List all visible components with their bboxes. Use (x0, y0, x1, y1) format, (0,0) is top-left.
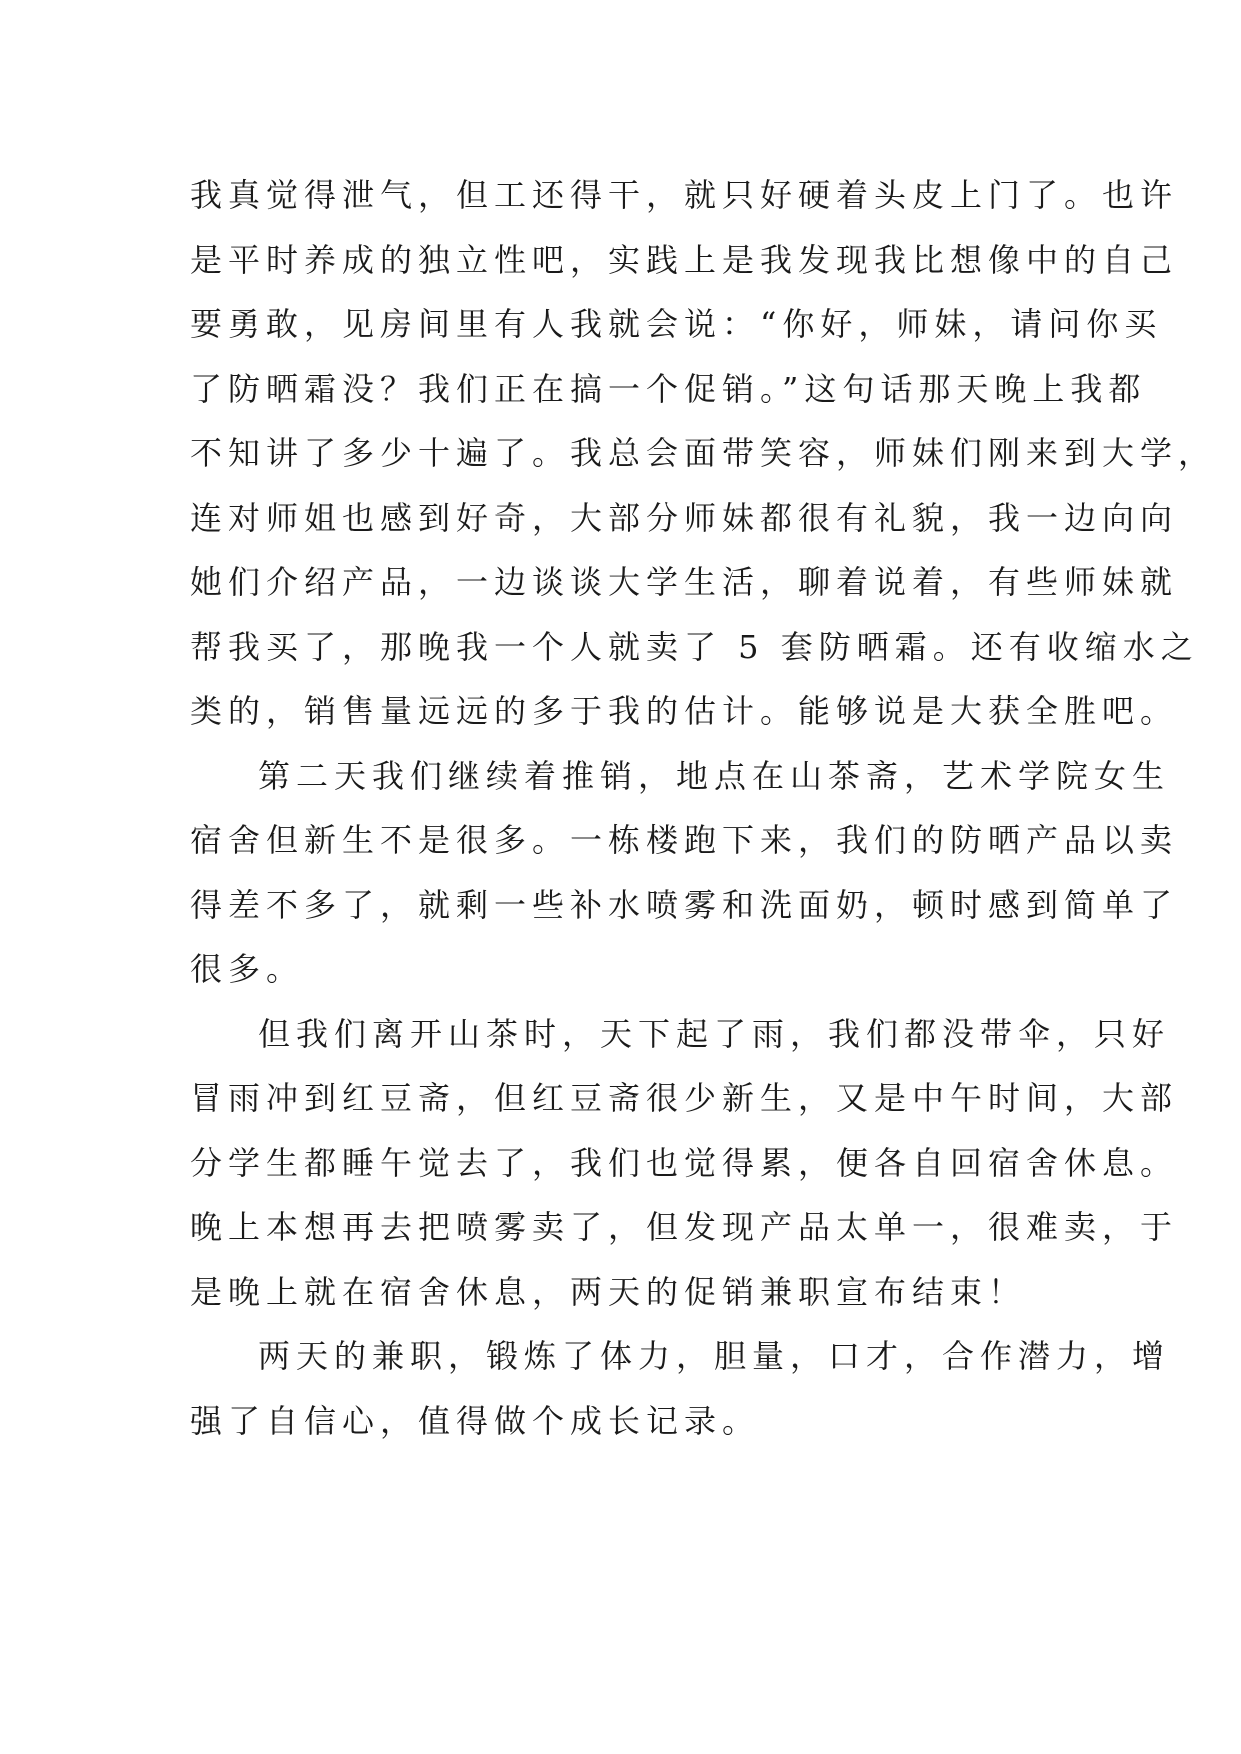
text-line: 得差不多了，就剩一些补水喷雾和洗面奶，顿时感到简单了 (190, 885, 1179, 924)
text-line: 帮我买了，那晚我一个人就卖了 5 套防晒霜。还有收缩水之 (190, 627, 1199, 666)
text-line: 我真觉得泄气，但工还得干，就只好硬着头皮上门了。也许 (190, 176, 1179, 214)
text-line: 了防晒霜没？我们正在搞一个促销。”这句话那天晚上我都 (190, 369, 1147, 408)
text-line: 晚上本想再去把喷雾卖了，但发现产品太单一，很难卖，于 (190, 1208, 1179, 1246)
text-line: 不知讲了多少十遍了。我总会面带笑容，师妹们刚来到大学， (190, 434, 1217, 472)
paragraph-first-line: 第二天我们继续着推销，地点在山茶斋，艺术学院女生 (258, 756, 1171, 795)
text-line: 连对师姐也感到好奇，大部分师妹都很有礼貌，我一边向向 (190, 498, 1179, 537)
text-line: 类的，销售量远远的多于我的估计。能够说是大获全胜吧。 (190, 692, 1179, 730)
text-line: 是平时养成的独立性吧，实践上是我发现我比想像中的自己 (190, 240, 1179, 279)
text-line: 冒雨冲到红豆斋，但红豆斋很少新生，又是中午时间，大部 (190, 1079, 1179, 1117)
text-line: 强了自信心，值得做个成长记录。 (190, 1401, 761, 1440)
text-line: 宿舍但新生不是很多。一栋楼跑下来，我们的防晒产品以卖 (190, 821, 1179, 859)
text-line: 分学生都睡午觉去了，我们也觉得累，便各自回宿舍休息。 (190, 1143, 1179, 1182)
text-line: 她们介绍产品，一边谈谈大学生活，聊着说着，有些师妹就 (190, 563, 1179, 601)
text-line: 很多。 (190, 950, 305, 988)
text-line: 是晚上就在宿舍休息，两天的促销兼职宣布结束！ (190, 1272, 1027, 1311)
text-line: 要勇敢，见房间里有人我就会说：“你好，师妹，请问你买 (190, 305, 1163, 343)
paragraph-first-line: 但我们离开山茶时，天下起了雨，我们都没带伞，只好 (258, 1014, 1171, 1053)
paragraph-first-line: 两天的兼职，锻炼了体力，胆量，口才，合作潜力，增 (258, 1337, 1171, 1375)
document-body (190, 163, 1217, 1453)
